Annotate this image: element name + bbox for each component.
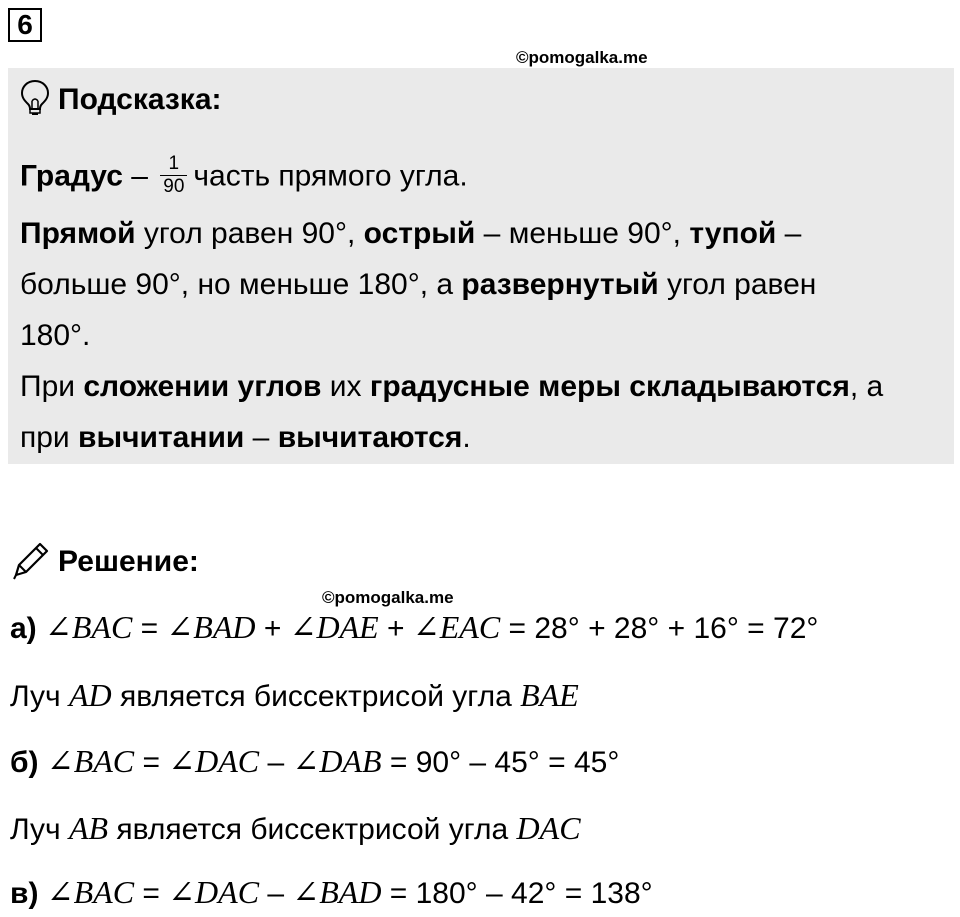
angle-bae: BAE — [520, 677, 579, 713]
solution-header — [10, 540, 199, 584]
solution-c — [10, 870, 653, 916]
rule-text-1: При — [20, 370, 84, 403]
fraction-numerator: 1 — [160, 153, 187, 176]
solution-title: Решение: — [58, 545, 199, 578]
angles-text-6: 180°. — [20, 319, 91, 352]
right-angle-term: Прямой — [20, 217, 136, 250]
c-text-2: – — [259, 877, 293, 910]
angles-line-2 — [20, 265, 816, 305]
rule-bold-measures: градусные меры складываются — [369, 370, 850, 403]
a-text-4: = 28° + 28° + 16° = 72° — [500, 612, 819, 645]
angle-eac: ∠EAC — [412, 609, 501, 645]
watermark-middle: ©pomogalka.me — [322, 588, 454, 607]
degree-definition — [20, 155, 468, 200]
rule-text-5: – — [244, 421, 278, 454]
angles-text-4: больше 90°, но меньше 180°, а — [20, 268, 462, 301]
angle-dac: ∠DAC — [168, 743, 260, 779]
degree-term: Градус — [20, 159, 123, 193]
straight-angle-term: развернутый — [461, 268, 659, 301]
rule-text-3: , а — [849, 370, 884, 403]
c-text-1: = — [134, 877, 169, 910]
obtuse-angle-term: тупой — [689, 217, 777, 250]
watermark-top: ©pomogalka.me — [516, 48, 648, 67]
angles-line-3 — [20, 316, 90, 356]
angle-dae: ∠DAE — [289, 609, 379, 645]
angle-bac-c: ∠BAC — [46, 874, 135, 910]
hint-header — [20, 80, 222, 120]
angle-dac-note: DAC — [516, 810, 581, 846]
label-c: в) — [10, 877, 39, 910]
a-text-2: + — [255, 612, 290, 645]
label-a: а) — [10, 612, 37, 645]
rule-line-2 — [20, 418, 471, 458]
hint-title: Подсказка: — [58, 83, 222, 116]
a-note-1: Луч — [10, 680, 69, 713]
angle-dac-c: ∠DAC — [168, 874, 260, 910]
angles-text-3: – — [776, 217, 802, 250]
c-text-3: = 180° – 42° = 138° — [381, 877, 653, 910]
degree-rest: часть прямого угла. — [193, 159, 468, 193]
angle-bac-b: ∠BAC — [46, 743, 135, 779]
pencil-icon — [10, 539, 52, 586]
a-text-1: = — [132, 612, 167, 645]
rule-text-4: при — [20, 421, 79, 454]
b-text-1: = — [134, 746, 169, 779]
solution-b-note — [10, 806, 581, 852]
a-text-3: + — [378, 612, 413, 645]
angles-text-2: – меньше 90°, — [475, 217, 690, 250]
b-note-1: Луч — [10, 813, 69, 846]
rule-bold-addition: сложении углов — [83, 370, 322, 403]
angles-line-1 — [20, 214, 801, 254]
fraction-denominator: 90 — [163, 176, 185, 197]
angle-bad-c: ∠BAD — [292, 874, 382, 910]
rule-bold-subtraction: вычитании — [78, 421, 245, 454]
angle-bad: ∠BAD — [166, 609, 256, 645]
rule-text-6: . — [462, 421, 471, 454]
rule-text-2: их — [321, 370, 370, 403]
solution-a — [10, 605, 818, 651]
lightbulb-icon — [20, 79, 50, 122]
task-number: 6 — [8, 8, 42, 42]
b-text-2: – — [259, 746, 293, 779]
angles-text-1: угол равен 90°, — [135, 217, 364, 250]
fraction-1-90 — [160, 153, 187, 198]
ray-ab: AB — [69, 810, 109, 846]
b-text-3: = 90° – 45° = 45° — [381, 746, 620, 779]
rule-bold-subtract: вычитаются — [277, 421, 463, 454]
b-note-2: является биссектрисой угла — [108, 813, 517, 846]
angles-text-5: угол равен — [658, 268, 817, 301]
a-note-2: является биссектрисой угла — [111, 680, 521, 713]
rule-line-1 — [20, 367, 883, 407]
degree-dash: – — [122, 159, 157, 193]
label-b: б) — [10, 746, 39, 779]
solution-b — [10, 739, 619, 785]
ray-ad: AD — [69, 677, 112, 713]
angle-dab: ∠DAB — [292, 743, 382, 779]
angle-bac: ∠BAC — [45, 609, 133, 645]
solution-a-note — [10, 673, 579, 719]
acute-angle-term: острый — [363, 217, 476, 250]
